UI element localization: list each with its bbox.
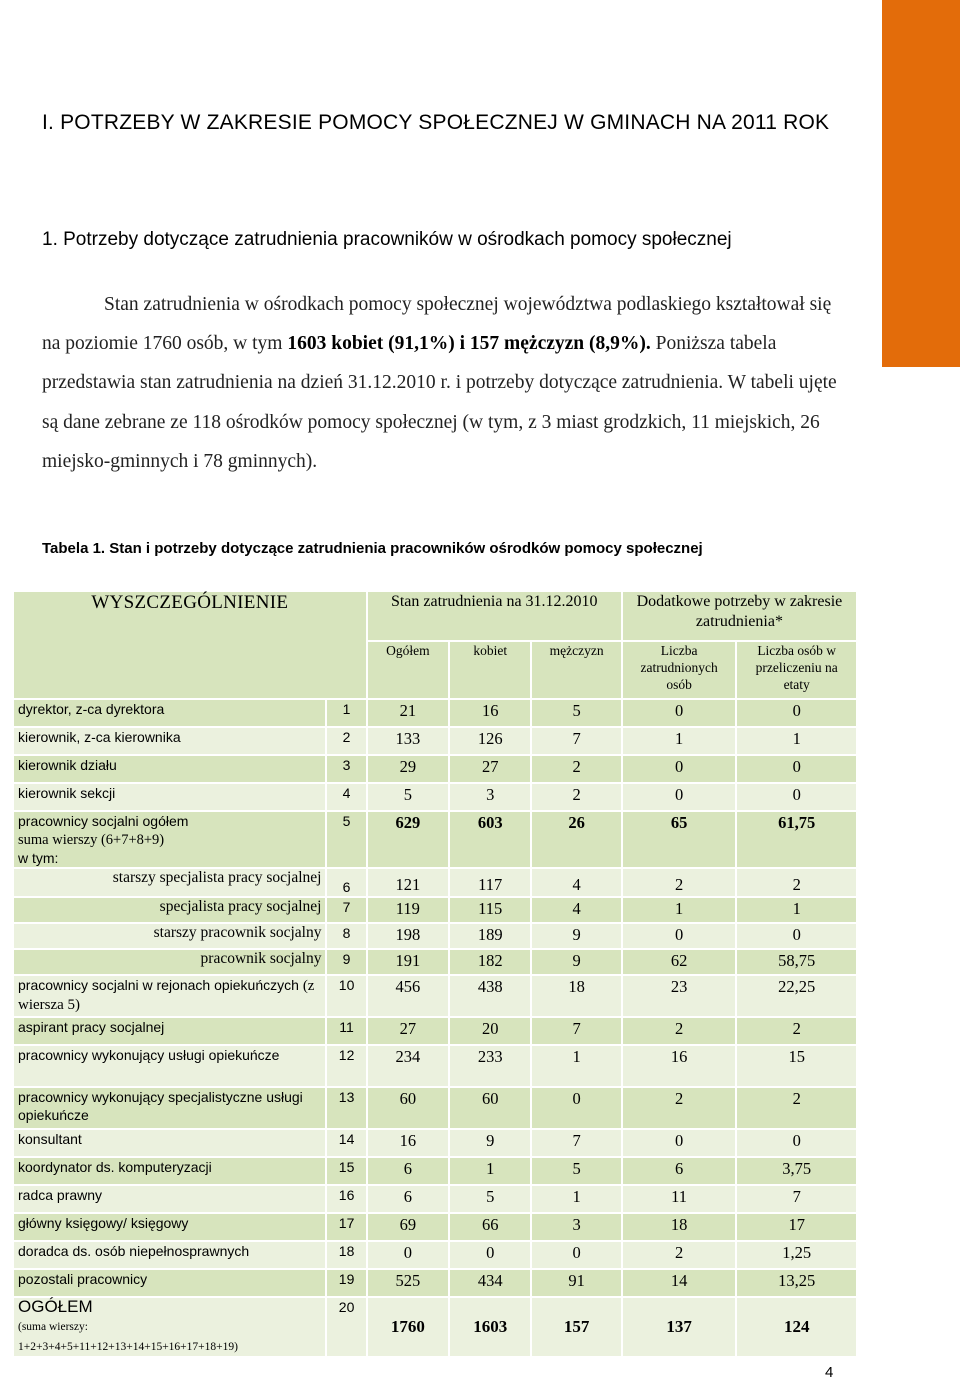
table-row [14, 976, 856, 1016]
intro-text-1: Stan zatrudnienia w ośrodkach pomocy społecznej województwa podlaskiego kształtował się na poziomie 1760 osób, w tym [42, 294, 832, 355]
cell-mezczyzn: 2 [532, 784, 620, 810]
cell-kobiet: 1 [450, 1158, 530, 1184]
cell-etaty: 124 [737, 1298, 856, 1356]
cell-etaty: 13,25 [737, 1270, 856, 1296]
row-label [14, 784, 325, 810]
cell-ogolem: 119 [368, 898, 448, 922]
cell-kobiet: 9 [450, 1130, 530, 1156]
table-row [14, 1088, 856, 1128]
cell-ogolem: 0 [368, 1242, 448, 1268]
row-label [14, 869, 325, 896]
cell-mezczyzn: 1 [532, 1186, 620, 1212]
cell-zatr: 1 [623, 728, 736, 754]
cell-zatr: 2 [623, 869, 736, 896]
cell-kobiet: 126 [450, 728, 530, 754]
cell-mezczyzn: 18 [532, 976, 620, 1016]
table-row [14, 1046, 856, 1086]
cell-etaty: 17 [737, 1214, 856, 1240]
cell-kobiet: 115 [450, 898, 530, 922]
cell-etaty: 2 [737, 1088, 856, 1128]
row-number: 2 [327, 728, 365, 754]
row-number: 13 [327, 1088, 365, 1128]
cell-etaty: 1 [737, 898, 856, 922]
cell-zatr: 137 [623, 1298, 736, 1356]
row-number: 5 [327, 812, 365, 867]
page-number: 4 [825, 1364, 834, 1381]
table-row [14, 1018, 856, 1044]
row-number: 10 [327, 976, 365, 1016]
cell-mezczyzn: 7 [532, 1018, 620, 1044]
cell-mezczyzn: 91 [532, 1270, 620, 1296]
row-label-text: radca prawny [18, 1187, 103, 1203]
table-row [14, 924, 856, 948]
row-label [14, 1270, 325, 1296]
cell-ogolem: 21 [368, 700, 448, 726]
cell-zatr: 2 [623, 1242, 736, 1268]
row-label-note: (z wiersza 5) [18, 978, 315, 1013]
cell-etaty: 0 [737, 700, 856, 726]
row-label [14, 1018, 325, 1044]
header-kobiet: kobiet [450, 642, 530, 698]
cell-mezczyzn: 0 [532, 1242, 620, 1268]
cell-etaty: 1,25 [737, 1242, 856, 1268]
intro-text-2: Poniższa tabela przedstawia stan zatrudnienia na dzień 31.12.2010 r. i potrzeby dotyczące zatrudnienia. W tabeli ujęte są dane zebrane ze 118 ośrodków pomocy społecznej (w tym, z 3 miast grodzkich, 11 miejskich, 26 miejsko-gminnych i 78 gminnych). [42, 333, 837, 472]
table-row [14, 756, 856, 782]
row-label [14, 1214, 325, 1240]
row-label-note-2: w tym: [18, 850, 59, 866]
cell-etaty: 1 [737, 728, 856, 754]
cell-zatr: 62 [623, 950, 736, 974]
row-label [14, 1158, 325, 1184]
cell-mezczyzn: 7 [532, 728, 620, 754]
row-label-text: konsultant [18, 1131, 82, 1147]
cell-kobiet: 233 [450, 1046, 530, 1086]
row-number: 8 [327, 924, 365, 948]
row-label [14, 1088, 325, 1128]
cell-kobiet: 189 [450, 924, 530, 948]
cell-zatr: 0 [623, 756, 736, 782]
row-label [14, 728, 325, 754]
cell-ogolem: 121 [368, 869, 448, 896]
cell-ogolem: 191 [368, 950, 448, 974]
cell-kobiet: 3 [450, 784, 530, 810]
cell-ogolem: 133 [368, 728, 448, 754]
cell-ogolem: 6 [368, 1186, 448, 1212]
row-label [14, 976, 325, 1016]
cell-kobiet: 117 [450, 869, 530, 896]
cell-zatr: 0 [623, 1130, 736, 1156]
row-label-text: główny księgowy/ księgowy [18, 1215, 189, 1231]
cell-etaty: 2 [737, 869, 856, 896]
intro-paragraph [42, 285, 842, 481]
table-row [14, 1242, 856, 1268]
row-label-text: pracownicy socjalni ogółem [18, 813, 189, 829]
row-number: 16 [327, 1186, 365, 1212]
cell-etaty: 3,75 [737, 1158, 856, 1184]
row-label-text: aspirant pracy socjalnej [18, 1019, 165, 1035]
cell-etaty: 2 [737, 1018, 856, 1044]
table-row [14, 1130, 856, 1156]
cell-mezczyzn: 3 [532, 1214, 620, 1240]
table-row [14, 1186, 856, 1212]
table-row [14, 1158, 856, 1184]
intro-text-bold: 1603 kobiet (91,1%) i 157 mężczyzn (8,9%). [287, 333, 651, 355]
row-label-text: pracownicy wykonujący specjalistyczne usługi opiekuńcze [18, 1089, 303, 1123]
cell-kobiet: 16 [450, 700, 530, 726]
cell-ogolem: 1760 [368, 1298, 448, 1356]
row-label [14, 1186, 325, 1212]
cell-mezczyzn: 4 [532, 898, 620, 922]
row-label-note: (suma wierszy: [18, 1321, 88, 1333]
row-label [14, 1130, 325, 1156]
row-number: 1 [327, 700, 365, 726]
cell-zatr: 16 [623, 1046, 736, 1086]
row-label-text: starszy pracownik socjalny [153, 924, 322, 941]
cell-etaty: 58,75 [737, 950, 856, 974]
row-label-text: kierownik, z-ca kierownika [18, 729, 181, 745]
row-label-text: dyrektor, z-ca dyrektora [18, 701, 165, 717]
orange-accent-bar [882, 0, 960, 367]
cell-zatr: 2 [623, 1088, 736, 1128]
cell-etaty: 15 [737, 1046, 856, 1086]
cell-ogolem: 234 [368, 1046, 448, 1086]
row-label-text: pozostali pracownicy [18, 1271, 148, 1287]
table-row [14, 869, 856, 896]
cell-etaty: 7 [737, 1186, 856, 1212]
cell-ogolem: 456 [368, 976, 448, 1016]
table-row [14, 898, 856, 922]
cell-mezczyzn: 5 [532, 700, 620, 726]
cell-etaty: 0 [737, 756, 856, 782]
row-number: 6 [327, 869, 365, 896]
cell-zatr: 6 [623, 1158, 736, 1184]
cell-zatr: 1 [623, 898, 736, 922]
row-label-text: kierownik działu [18, 757, 117, 773]
cell-mezczyzn: 26 [532, 812, 620, 867]
cell-mezczyzn: 5 [532, 1158, 620, 1184]
cell-ogolem: 29 [368, 756, 448, 782]
row-number: 18 [327, 1242, 365, 1268]
row-label-text: doradca ds. osób niepełnosprawnych [18, 1243, 250, 1259]
row-label [14, 898, 325, 922]
row-label [14, 1046, 325, 1086]
header-liczba-zatrudnionych: Liczba zatrudnionych osób [623, 642, 736, 698]
table-row [14, 950, 856, 974]
cell-zatr: 65 [623, 812, 736, 867]
cell-zatr: 2 [623, 1018, 736, 1044]
table-row [14, 728, 856, 754]
cell-zatr: 11 [623, 1186, 736, 1212]
row-number: 3 [327, 756, 365, 782]
cell-ogolem: 6 [368, 1158, 448, 1184]
cell-kobiet: 1603 [450, 1298, 530, 1356]
cell-mezczyzn: 1 [532, 1046, 620, 1086]
cell-zatr: 14 [623, 1270, 736, 1296]
cell-kobiet: 20 [450, 1018, 530, 1044]
row-label-text: pracownicy wykonujący usługi opiekuńcze [18, 1047, 280, 1063]
row-number: 14 [327, 1130, 365, 1156]
row-label [14, 950, 325, 974]
header-stan-zatrudnienia: Stan zatrudnienia na 31.12.2010 [368, 592, 621, 640]
cell-etaty: 22,25 [737, 976, 856, 1016]
table-row [14, 1214, 856, 1240]
row-number: 20 [327, 1298, 365, 1356]
section-subheading: 1. Potrzeby dotyczące zatrudnienia pracowników w ośrodkach pomocy społecznej [42, 229, 732, 250]
cell-zatr: 23 [623, 976, 736, 1016]
table-row [14, 812, 856, 867]
row-number: 4 [327, 784, 365, 810]
table-row [14, 1270, 856, 1296]
employment-table [12, 590, 858, 1358]
table-row [14, 1298, 856, 1356]
cell-kobiet: 182 [450, 950, 530, 974]
cell-mezczyzn: 157 [532, 1298, 620, 1356]
cell-zatr: 18 [623, 1214, 736, 1240]
header-ogolem: Ogółem [368, 642, 448, 698]
cell-kobiet: 66 [450, 1214, 530, 1240]
row-label-text: specjalista pracy socjalnej [159, 898, 322, 915]
table-caption-text: Stan i potrzeby dotyczące zatrudnienia pracowników ośrodków pomocy społecznej [105, 540, 703, 557]
table-row [14, 700, 856, 726]
row-label [14, 924, 325, 948]
cell-kobiet: 0 [450, 1242, 530, 1268]
row-label [14, 700, 325, 726]
cell-mezczyzn: 9 [532, 950, 620, 974]
row-number: 15 [327, 1158, 365, 1184]
cell-mezczyzn: 2 [532, 756, 620, 782]
row-number: 9 [327, 950, 365, 974]
cell-ogolem: 16 [368, 1130, 448, 1156]
header-wyszczegolnienie: WYSZCZEGÓLNIENIE [14, 592, 366, 698]
cell-ogolem: 525 [368, 1270, 448, 1296]
cell-etaty: 0 [737, 924, 856, 948]
row-number: 11 [327, 1018, 365, 1044]
cell-ogolem: 69 [368, 1214, 448, 1240]
row-label [14, 1298, 325, 1356]
cell-mezczyzn: 4 [532, 869, 620, 896]
header-dodatkowe-potrzeby: Dodatkowe potrzeby w zakresie zatrudnienia* [623, 592, 856, 640]
row-number: 19 [327, 1270, 365, 1296]
row-label-note-2: 1+2+3+4+5+11+12+13+14+15+16+17+18+19) [18, 1341, 238, 1353]
cell-ogolem: 27 [368, 1018, 448, 1044]
cell-etaty: 61,75 [737, 812, 856, 867]
cell-mezczyzn: 9 [532, 924, 620, 948]
row-label [14, 756, 325, 782]
row-label-text: kierownik sekcji [18, 785, 116, 801]
cell-mezczyzn: 0 [532, 1088, 620, 1128]
table-caption-label: Tabela 1. [42, 540, 106, 557]
cell-etaty: 0 [737, 784, 856, 810]
cell-kobiet: 5 [450, 1186, 530, 1212]
cell-zatr: 0 [623, 700, 736, 726]
cell-zatr: 0 [623, 784, 736, 810]
cell-mezczyzn: 7 [532, 1130, 620, 1156]
cell-kobiet: 434 [450, 1270, 530, 1296]
row-label-text: starszy specjalista pracy socjalnej [112, 869, 322, 886]
cell-kobiet: 603 [450, 812, 530, 867]
cell-kobiet: 60 [450, 1088, 530, 1128]
cell-ogolem: 5 [368, 784, 448, 810]
row-label-text: koordynator ds. komputeryzacji [18, 1159, 212, 1175]
row-number: 17 [327, 1214, 365, 1240]
row-label-text: pracownicy socjalni w rejonach opiekuńczych [18, 977, 299, 993]
row-number: 7 [327, 898, 365, 922]
row-label-note: suma wierszy (6+7+8+9) [18, 832, 165, 848]
cell-ogolem: 629 [368, 812, 448, 867]
page-heading: I. POTRZEBY W ZAKRESIE POMOCY SPOŁECZNEJ W GMINACH NA 2011 ROK [42, 111, 830, 134]
table-caption [42, 538, 842, 560]
cell-kobiet: 438 [450, 976, 530, 1016]
row-label [14, 1242, 325, 1268]
cell-ogolem: 60 [368, 1088, 448, 1128]
row-label [14, 812, 325, 867]
table-row [14, 784, 856, 810]
cell-zatr: 0 [623, 924, 736, 948]
cell-etaty: 0 [737, 1130, 856, 1156]
row-label-text: OGÓŁEM [18, 1297, 93, 1316]
header-mezczyzn: mężczyzn [532, 642, 620, 698]
row-label-text: pracownik socjalny [200, 950, 322, 967]
header-liczba-etaty: Liczba osób w przeliczeniu na etaty [737, 642, 856, 698]
cell-kobiet: 27 [450, 756, 530, 782]
row-number: 12 [327, 1046, 365, 1086]
cell-ogolem: 198 [368, 924, 448, 948]
